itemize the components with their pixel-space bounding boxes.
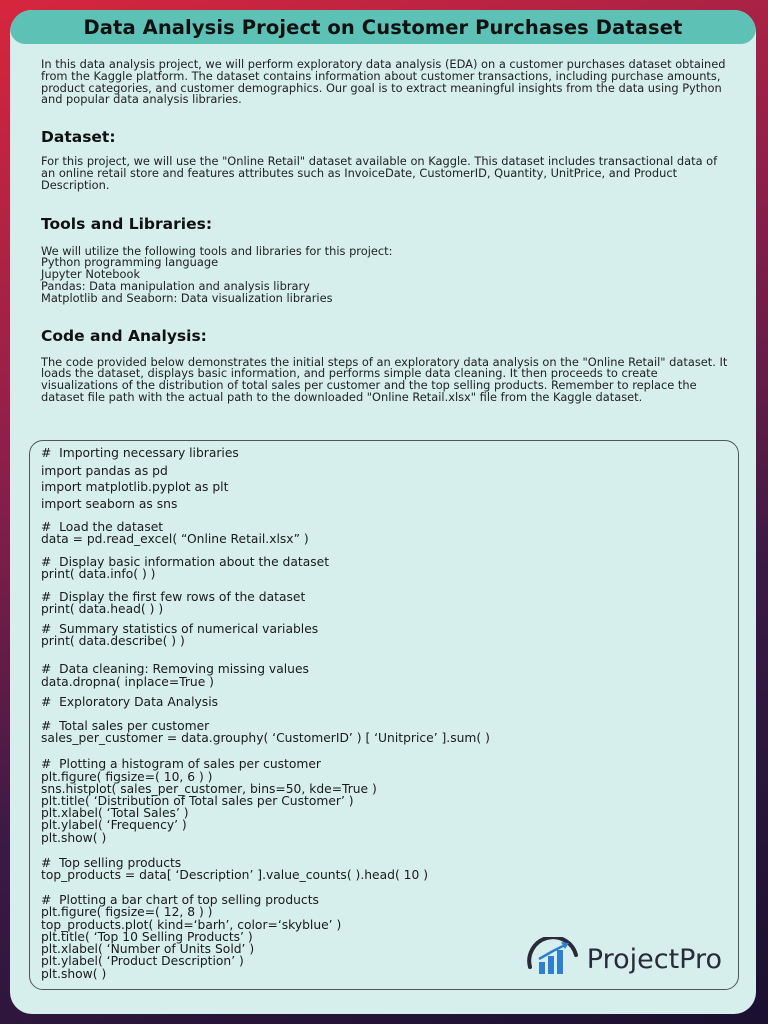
code-line: top_products = data[ ‘Description’ ].value_counts( ).head( 10 ) bbox=[41, 868, 429, 883]
code-line: plt.figure( figsize=( 12, 8 ) ) bbox=[41, 905, 213, 920]
title-bar bbox=[10, 10, 756, 44]
code-line: # Data cleaning: Removing missing values bbox=[41, 662, 309, 677]
code-line: sales_per_customer = data.grouphy( ‘CustomerID’ ) [ ‘Unitprice’ ].sum( ) bbox=[41, 731, 490, 746]
code-line: plt.title( ‘Top 10 Selling Products’ ) bbox=[41, 929, 253, 944]
code-line: # Importing necessary libraries bbox=[41, 446, 239, 460]
code-line: # Display basic information about the dataset bbox=[41, 555, 330, 570]
dataset-heading: Dataset: bbox=[41, 128, 116, 147]
content bbox=[41, 59, 731, 404]
tools-item-jupyter: Jupyter Notebook bbox=[41, 267, 141, 282]
code-line: print( data.head( ) ) bbox=[41, 601, 164, 616]
tools-intro-line: We will utilize the following tools and libraries for this project: bbox=[41, 243, 393, 258]
code-line: plt.title( ‘Distribution of Total sales per Customer’ ) bbox=[41, 794, 354, 809]
code-line: import seaborn as sns bbox=[41, 496, 178, 511]
code-line: import pandas as pd bbox=[41, 464, 168, 479]
page-title: Data Analysis Project on Customer Purchases Dataset bbox=[83, 15, 683, 39]
intro-paragraph: In this data analysis project, we will perform exploratory data analysis (EDA) on a customer purchases dataset obtained from the Kaggle platform. The dataset contains information about customer transactions, including purchase amounts, product categories, and customer demographics. Our goal is to extract meaningful insights from the data using Python and popular data analysis libraries. bbox=[41, 57, 726, 107]
code-line: plt.figure( figsize=( 10, 6 ) ) bbox=[41, 769, 213, 784]
code-line: # Display the first few rows of the dataset bbox=[41, 589, 306, 604]
code-line: print( data.describe( ) ) bbox=[41, 634, 185, 649]
code-line: # Plotting a bar chart of top selling products bbox=[41, 893, 319, 908]
code-line: plt.show( ) bbox=[41, 966, 107, 981]
code-line: data = pd.read_excel( “Online Retail.xlsx” ) bbox=[41, 532, 309, 547]
code-line: print( data.info( ) ) bbox=[41, 567, 156, 582]
code-line: plt.ylabel( ‘Product Description’ ) bbox=[41, 954, 244, 969]
code-line: # Exploratory Data Analysis bbox=[41, 694, 219, 709]
code-line: # Summary statistics of numerical variables bbox=[41, 622, 319, 637]
bar-chart-logo-icon bbox=[525, 937, 583, 981]
code-line: import matplotlib.pyplot as plt bbox=[41, 480, 229, 495]
code-line: top_products.plot( kind=‘barh’, color=‘skyblue’ ) bbox=[41, 917, 342, 932]
code-lines bbox=[41, 447, 721, 980]
document-card bbox=[10, 10, 756, 1014]
code-line: # Total sales per customer bbox=[41, 719, 210, 734]
code-line: plt.ylabel( ‘Frequency’ ) bbox=[41, 818, 187, 833]
analysis-paragraph: The code provided below demonstrates the initial steps of an exploratory data analysis on the "Online Retail" dataset. It loads the dataset, displays basic information, and performs simple data cleaning. It then proceeds to create visualizations of the distribution of total sales per customer and the top selling products. Remember to replace the dataset file path with the actual path to the downloaded "Online Retail.xlsx" file from the Kaggle dataset. bbox=[41, 354, 728, 404]
code-line: plt.show( ) bbox=[41, 830, 107, 845]
projectpro-logo bbox=[525, 937, 722, 981]
code-line: plt.xlabel( ‘Total Sales’ ) bbox=[41, 806, 189, 821]
code-line: sns.histplot( sales_per_customer, bins=50, kde=True ) bbox=[41, 781, 377, 796]
tools-item-matplotlib: Matplotlib and Seaborn: Data visualization libraries bbox=[41, 290, 333, 305]
code-line: # Plotting a histogram of sales per customer bbox=[41, 757, 321, 772]
code-line: data.dropna( inplace=True ) bbox=[41, 674, 214, 689]
code-line: # Top selling products bbox=[41, 855, 182, 870]
tools-item-python: Python programming language bbox=[41, 255, 219, 270]
code-line: plt.xlabel( ‘Number of Units Sold’ ) bbox=[41, 942, 255, 957]
logo-text: ProjectPro bbox=[586, 943, 722, 975]
tools-list bbox=[41, 243, 731, 305]
code-block bbox=[29, 440, 739, 990]
tools-heading: Tools and Libraries: bbox=[41, 214, 213, 233]
analysis-heading: Code and Analysis: bbox=[41, 326, 207, 345]
tools-item-pandas: Pandas: Data manipulation and analysis library bbox=[41, 278, 310, 293]
dataset-paragraph: For this project, we will use the "Online Retail" dataset available on Kaggle. This dataset includes transactional data of an online retail store and features attributes such as InvoiceDate, CustomerID, Quantity, UnitPrice, and Product Description. bbox=[41, 154, 718, 192]
code-line: # Load the dataset bbox=[41, 519, 164, 534]
